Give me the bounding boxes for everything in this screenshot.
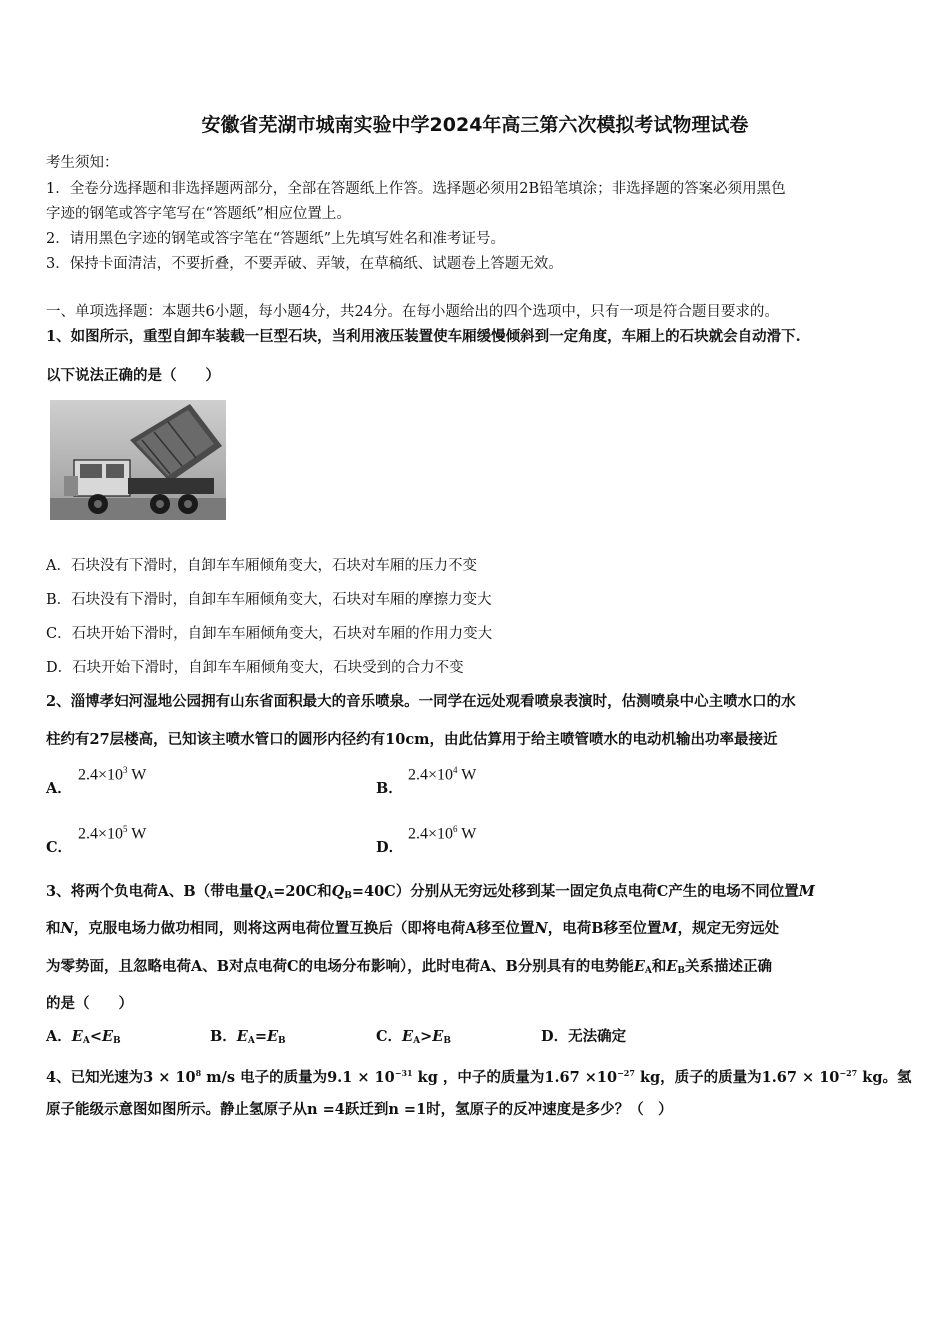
q1-option-c: C．石块开始下滑时，自卸车车厢倾角变大，石块对车厢的作用力变大 [46, 626, 493, 642]
q1-stem-line-1: 1、如图所示，重型自卸车装载一巨型石块，当利用液压装置使车厢缓慢倾斜到一定角度，车厢上的石块就会自动滑下. [46, 328, 801, 345]
section-heading: 一、单项选择题：本题共6小题，每小题4分，共24分。在每小题给出的四个选项中，只有一项是符合题目要求的。 [46, 304, 779, 320]
q2-option-c-value: $2.4\times 10^5$ W [78, 824, 147, 843]
q2-option-b-value: $2.4\times 10^4$ W [408, 765, 477, 784]
q2-option-d-label: D． [376, 839, 404, 856]
q2-option-b-label: B． [376, 780, 403, 797]
q2-option-a-value: $2.4\times 10^3$ W [78, 765, 147, 784]
notice-line-2: 字迹的钢笔或答字笔写在“答题纸”相应位置上。 [46, 206, 351, 222]
q2-option-a-label: A． [46, 780, 72, 797]
q2-stem-line-2: 柱约有27层楼高，已知该主喷水管口的圆形内径约有10cm，由此估算用于给主喷管喷水的电动机输出功率最接近 [46, 731, 778, 748]
notice-line-4: 3．保持卡面清洁，不要折叠，不要弄破、弄皱，在草稿纸、试题卷上答题无效。 [46, 256, 563, 272]
q2-option-c-label: C． [46, 839, 73, 856]
q4-stem-line-2: 原子能级示意图如图所示。静止氢原子从n =4跃迁到n =1时，氢原子的反冲速度是多少？（ ） [46, 1101, 673, 1118]
q3-stem-line-1: 3、将两个负电荷A、B（带电量$Q_A=20C$和$Q_B=40C$）分别从无穷远处移到某一固定负点电荷C产生的电场不同位置M [46, 883, 815, 901]
q3-option-d: D．无法确定 [541, 1028, 627, 1045]
q3-stem-line-4: 的是（ ） [46, 995, 133, 1012]
notice-heading: 考生须知： [46, 155, 119, 171]
q4-stem-line-1: 4、已知光速为$3 \times 10^8$ m/s 电子的质量为$9.1 \times 10^{-31}$ kg ，中子的质量为$1.67 \times 10^{-27}$ kg，质子的质量为$1.67 \times 10^{-27}$ kg。氢 [46, 1068, 912, 1086]
q2-stem-line-1: 2、淄博孝妇河湿地公园拥有山东省面积最大的音乐喷泉。一同学在远处观看喷泉表演时，估测喷泉中心主喷水口的水 [46, 693, 796, 710]
q3-option-c: C．$E_A>E_B$ [376, 1028, 451, 1046]
q1-option-d: D．石块开始下滑时，自卸车车厢倾角变大，石块受到的合力不变 [46, 660, 464, 676]
q3-option-b: B．$E_A=E_B$ [210, 1028, 286, 1046]
q3-stem-line-3: 为零势面，且忽略电荷A、B对点电荷C的电场分布影响），此时电荷A、B分别具有的电势能$E_A$和$E_B$关系描述正确 [46, 958, 773, 976]
q2-option-d-value: $2.4\times 10^6$ W [408, 824, 477, 843]
q1-option-a: A．石块没有下滑时，自卸车车厢倾角变大，石块对车厢的压力不变 [46, 558, 477, 574]
dump-truck-photo [50, 400, 226, 520]
q1-stem-line-2: 以下说法正确的是（ ） [46, 367, 220, 384]
notice-line-1: 1．全卷分选择题和非选择题两部分，全部在答题纸上作答。选择题必须用2B铅笔填涂；非选择题的答案必须用黑色 [46, 181, 786, 197]
notice-line-3: 2．请用黑色字迹的钢笔或答字笔在“答题纸”上先填写姓名和准考证号。 [46, 231, 506, 247]
q3-stem-line-2: 和N，克服电场力做功相同，则将这两电荷位置互换后（即将电荷A移至位置N，电荷B移至位置M，规定无穷远处 [46, 920, 780, 937]
q3-option-a: A．$E_A<E_B$ [46, 1028, 121, 1046]
page-title: 安徽省芜湖市城南实验中学2024年高三第六次模拟考试物理试卷 [201, 114, 749, 136]
q1-option-b: B．石块没有下滑时，自卸车车厢倾角变大，石块对车厢的摩擦力变大 [46, 592, 492, 608]
